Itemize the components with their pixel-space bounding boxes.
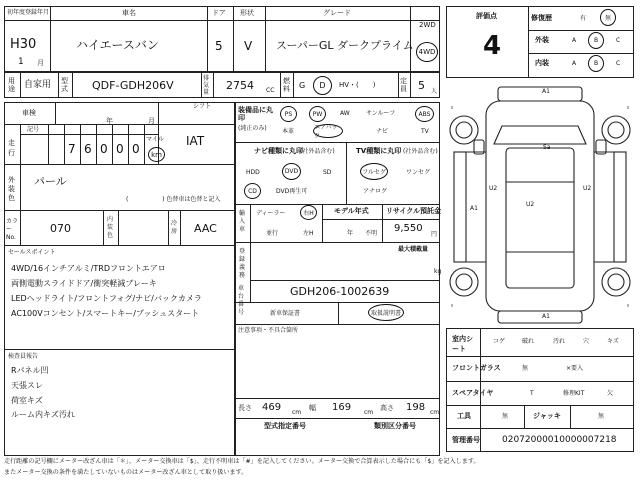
mileage-digit-4: 0 (116, 142, 124, 156)
registration-label: 登録義務 (239, 248, 246, 279)
seat-hole: 穴 (583, 338, 590, 345)
import-right-hand-circle (300, 205, 317, 220)
nav-title: ナビ種類に丸印 (254, 147, 303, 155)
spare-t: T (530, 390, 534, 397)
shape: V (244, 39, 253, 53)
recycle-unit: 円 (431, 231, 438, 238)
diagram-u2-right: U2 (583, 185, 592, 192)
owner-manual: 取扱説明書 (370, 310, 401, 317)
interior-grade-b: B (593, 60, 599, 67)
cc-unit: CC (266, 87, 275, 94)
model: QDF-GDH206V (92, 79, 174, 92)
front-glass-none: 無 (522, 365, 529, 372)
equipment-title: 装備品に丸印 (238, 106, 273, 122)
seat-scorch: コゲ (493, 338, 506, 345)
repair-yes: 有 (580, 15, 587, 22)
equip-abs-circle (415, 106, 434, 122)
front-glass-replace: ×要入 (566, 365, 584, 372)
sales-points-title: セールスポイント (8, 249, 56, 256)
footer-note-2: またメーター交換の条件を満たしていないものはメーター改ざん車として取り扱います。 (4, 469, 248, 476)
mileage-label: 走行 (8, 139, 15, 157)
mgmt-number: 02072000010000007218 (502, 435, 617, 445)
car-name: ハイエースバン (76, 38, 159, 52)
inspection-year: 年 (106, 117, 113, 125)
nav-sd: SD (323, 169, 332, 176)
fuel-hv: HV・( ) (339, 81, 376, 89)
equip-ps: PS (284, 110, 293, 118)
chassis-label: 車台番号 (238, 285, 245, 316)
van-outline-diagram (446, 82, 634, 326)
drive-4wd-circle (416, 42, 438, 62)
recycle-value: 9,550 (394, 223, 423, 234)
tv-analog: アナログ (363, 188, 388, 195)
equip-pw-circle (309, 106, 326, 122)
tv-fullseg: フルセグ (362, 169, 386, 176)
equip-aw: AW (340, 110, 350, 117)
interior-grade-label: 内装 (535, 59, 549, 67)
color-no: 070 (50, 222, 71, 235)
tv-fullseg-circle (360, 163, 388, 180)
damage-diagram (446, 82, 634, 326)
sales-point-1: 4WD/16インチアルミ/TRDフロントエアロ (11, 264, 166, 273)
diagram-u2-rear: U2 (526, 201, 535, 208)
fuel-d: D (319, 81, 326, 90)
grade: スーパーGL ダークプライム (276, 39, 414, 52)
exterior-grade-b-circle (588, 32, 604, 49)
seat-tear: 破れ (522, 338, 535, 345)
length: 469 (262, 402, 282, 413)
mileage-km-circle (148, 147, 165, 162)
repair-no: 無 (604, 15, 611, 22)
mileage-digit-5: 0 (132, 142, 140, 156)
seat-scratch: キズ (607, 338, 619, 345)
type-cert-label: 型式指定番号 (264, 422, 306, 430)
equip-leather: 本革 (282, 128, 295, 135)
capacity: 5 (418, 79, 425, 92)
exterior-grade-c: C (616, 37, 621, 44)
reg-era: H30 (10, 37, 37, 52)
shift-label: シフト (193, 103, 212, 110)
equip-tv: TV (421, 128, 429, 135)
jack-value: 無 (598, 413, 605, 420)
import-parallel: 並行 (266, 230, 279, 237)
nav-sub: (社外品含む) (300, 148, 335, 155)
diagram-a1-bottom: A1 (542, 313, 550, 320)
inspection-label: 車検 (22, 109, 36, 117)
width-unit: cm (364, 409, 374, 416)
chassis-number: GDH206-1002639 (290, 285, 390, 298)
mileage-digit-3: 0 (100, 142, 108, 156)
equip-airbag-circle (313, 124, 343, 138)
usage-label: 用途 (8, 77, 15, 93)
score: 4 (483, 31, 502, 61)
mileage-digit-1: 7 (68, 142, 76, 156)
import-right-hand: 右H (303, 210, 314, 217)
fuel-label: 燃料 (283, 77, 290, 93)
reg-month-unit: 月 (37, 59, 44, 67)
width: 169 (332, 402, 352, 413)
inspector-line-2: 天張スレ (11, 381, 43, 390)
fuel-d-circle (313, 76, 332, 95)
interior-color-label: 内装色 (107, 216, 114, 239)
shift: IAT (186, 134, 205, 148)
mileage-unit-km: km (151, 150, 162, 159)
inspector-line-1: Rパネル凹 (11, 366, 49, 375)
length-label: 長さ (238, 404, 252, 412)
mileage-digit-2: 6 (84, 142, 92, 156)
sales-point-4: AC100Vコンセント/スマートキー/プッシュスタート (11, 309, 200, 318)
diagram-a1-left: A1 (470, 205, 478, 212)
ac-label: 冷房 (171, 220, 178, 235)
height: 198 (406, 402, 426, 413)
ac: AAC (194, 222, 217, 235)
height-label: 高さ (380, 404, 394, 412)
nav-hdd: HDD (246, 169, 260, 176)
nav-cd: CD (248, 187, 257, 195)
spare-missing: 欠 (607, 390, 614, 397)
fuel-g: G (299, 81, 306, 90)
inspector-line-3: 荷室キズ (11, 396, 43, 405)
nav-dvd-circle (282, 163, 301, 180)
import-left-hand: 左H (303, 230, 314, 237)
interior-grade-b-circle (588, 55, 604, 72)
equip-pw: PW (312, 110, 323, 118)
repair-no-circle (600, 9, 616, 26)
nav-cd-circle (244, 183, 261, 199)
spare-kit: 修理KIT (563, 390, 585, 397)
grade-label: グレード (323, 9, 351, 17)
seat-stain: 汚れ (553, 338, 566, 345)
inspection-month: 月 (148, 117, 155, 125)
sales-point-2: 両側電動スライドドア/衝突軽減ブレーキ (11, 279, 157, 288)
jack-label: ジャッキ (533, 412, 561, 420)
exterior-grade-label: 外装 (535, 36, 549, 44)
car-name-label: 車名 (122, 9, 136, 17)
height-unit: cm (430, 409, 440, 416)
interior-grade-a: A (572, 60, 577, 67)
diagram-u2-left: U2 (489, 185, 498, 192)
usage: 自家用 (24, 80, 52, 90)
capacity-unit: 人 (431, 88, 438, 95)
reg-month: 1 (18, 57, 24, 67)
exterior-grade-b: B (593, 37, 599, 44)
inspector-title: 検査員報告 (8, 353, 39, 360)
color-no-label: カラーNo. (6, 218, 19, 241)
equipment-sub: (純正のみ) (238, 125, 267, 132)
door-label: ドア (212, 9, 226, 17)
tv-sub: (社外品含む) (403, 148, 438, 155)
tv-title: TV種類に丸印 (356, 147, 402, 155)
manual-circle (368, 304, 404, 321)
inspector-line-4: ルーム内キズ汚れ (11, 410, 75, 419)
exterior-color: パール (34, 175, 67, 188)
import-label: 輸入車 (239, 210, 246, 233)
model-year-year: 年 (347, 230, 354, 237)
width-label: 幅 (309, 404, 316, 412)
footer-note-1: 走行距離の記号欄にメーター改ざん車は「＊」、メーター交換車は「$」、走行不明車は「#」を記入してください。メーター交換で合算表示した場合にも「$」を記入します。 (4, 458, 480, 465)
equip-abs: ABS (418, 110, 431, 118)
mgmt-label: 管理番号 (452, 436, 480, 444)
notes-title: 注意事項・不具合箇所 (238, 327, 299, 334)
spare-tire-label: スペアタイヤ (452, 389, 494, 397)
equip-sunroof: サンルーフ (366, 110, 396, 117)
interior-grade-c: C (616, 60, 621, 67)
exterior-label: 外装色 (8, 176, 15, 202)
model-year-label: モデル年式 (334, 207, 369, 215)
mileage-unit-mile: マイル (146, 136, 164, 143)
length-unit: cm (292, 409, 302, 416)
reg-date-label: 初年度登録年月 (7, 9, 50, 16)
diagram-a1-top: A1 (542, 88, 550, 95)
repair-label: 修復歴 (531, 14, 552, 22)
import-dealer: ディーラー (256, 210, 286, 217)
model-year-unknown: 不明 (365, 230, 378, 237)
model-label: 型式 (61, 77, 68, 93)
mileage-col-label: 記号 (27, 126, 40, 133)
doors: 5 (215, 39, 223, 53)
tools-label: 工具 (457, 412, 471, 420)
drive-4wd: 4WD (418, 48, 436, 56)
equip-ps-circle (280, 106, 297, 122)
max-load-label: 最大積載量 (398, 246, 429, 253)
sales-point-3: LEDヘッドライト/フロントフォグ/ナビ/バックカメラ (11, 294, 202, 303)
shape-label: 形状 (240, 9, 254, 17)
class-number-label: 類別区分番号 (374, 422, 416, 430)
diagram-s: Sa (543, 144, 551, 151)
tv-oneseg: ワンセグ (406, 169, 431, 176)
equip-navi: ナビ (376, 128, 389, 135)
equip-airbag: エアバック (314, 124, 338, 140)
front-glass-label: フロントガラス (452, 364, 501, 372)
exterior-note: ( ) 色替車は色替と記入 (126, 196, 221, 203)
nav-dvd-play: DVD再生可 (276, 188, 308, 195)
interior-seat-label: 室内シート (452, 335, 473, 353)
capacity-label: 定員 (400, 77, 407, 93)
nav-dvd: DVD (284, 168, 299, 175)
exterior-grade-a: A (572, 37, 577, 44)
cc: 2754 (226, 79, 254, 92)
score-label: 評価点 (476, 12, 497, 20)
cc-label: 排気量 (203, 75, 210, 96)
max-load-unit: kg (434, 268, 442, 275)
tools-value: 無 (502, 413, 509, 420)
recycle-label: リサイクル預託金 (386, 207, 442, 215)
new-car-warranty: 新車保証書 (270, 310, 301, 317)
drive-2wd: 2WD (419, 21, 436, 29)
